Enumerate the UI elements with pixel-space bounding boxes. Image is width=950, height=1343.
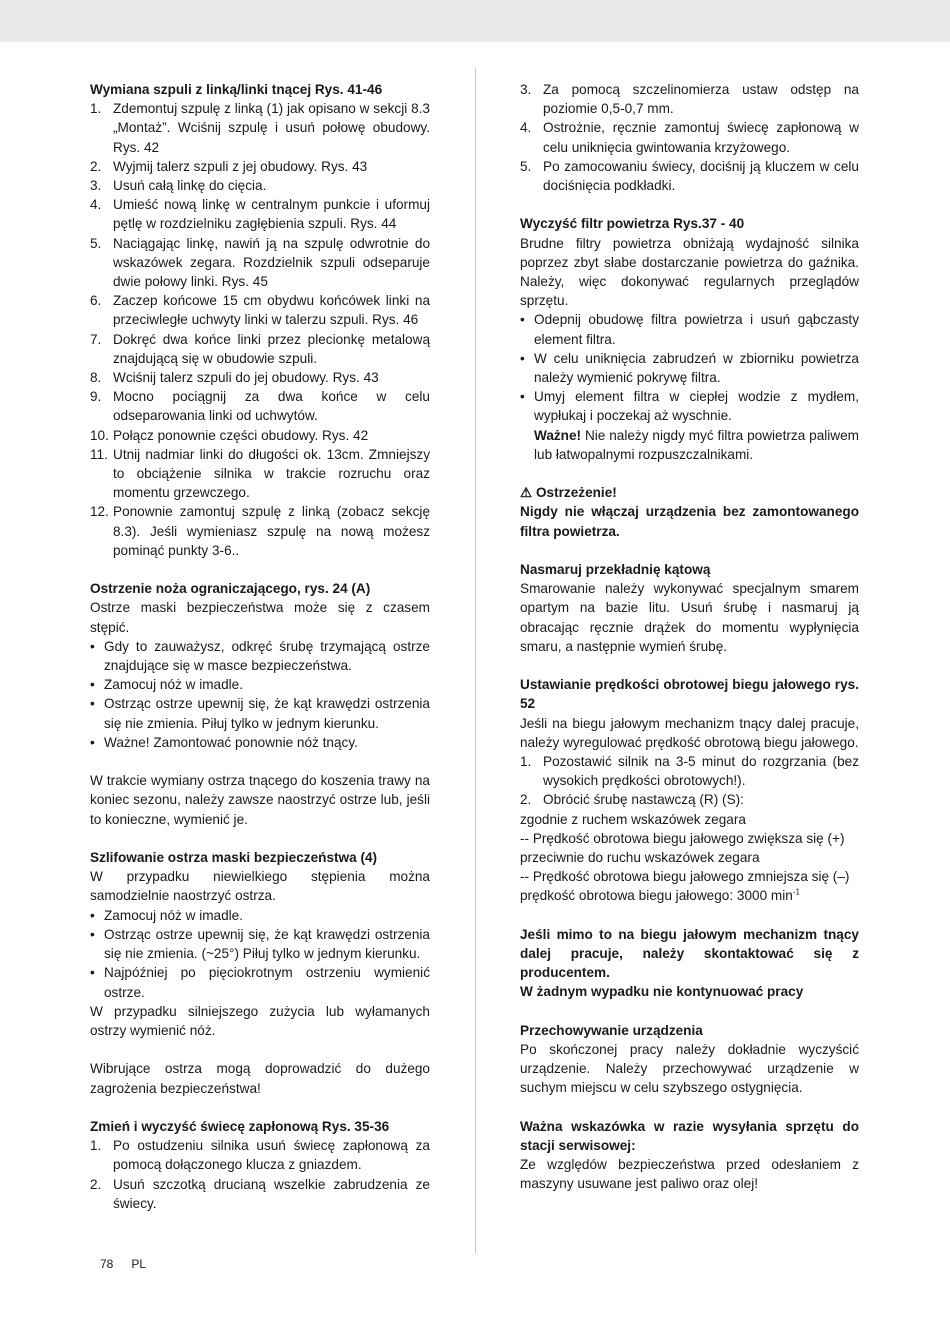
bold-notice: Jeśli mimo to na biegu jałowym mechanizm tnący dalej pracuje, należy skontaktować się z producentem. (520, 926, 859, 981)
paragraph: przeciwnie do ruchu wskazówek zegara (520, 850, 760, 866)
paragraph: prędkość obrotowa biegu jałowego: 3000 $\min^{-1}$ (520, 887, 800, 904)
paragraph: Jeśli na biegu jałowym mechanizm tnący dalej pracuje, należy wyregulować prędkość obrotową biegu jałowego. (520, 715, 859, 750)
paragraph: W przypadku silniejszego zużycia lub wyłamanych ostrzy wymienić nóż. (90, 1003, 430, 1038)
paragraph: Po skończonej pracy należy dokładnie wyczyścić urządzenie. Należy przechowywać urządzenie w suchym miejscu w celu szybszego ostygnięcia. (520, 1042, 859, 1096)
list-item: 10. Połącz ponownie części obudowy. Rys. 42 (90, 427, 369, 443)
list-item: 6. Zaczep końcowe 15 cm obydwu końcówek linki na przeciwległe uchwyty linki w talerzu szpuli. Rys. 46 (90, 293, 430, 328)
list-item: 2. Usuń szczotką drucianą wszelkie zabrudzenia ze świecy. (90, 1176, 430, 1211)
list-item: 1. Pozostawić silnik na 3-5 minut do rozgrzania (bez wysokich prędkości obrotowych!). (520, 754, 859, 789)
section-title-air-filter: Wyczyść filtr powietrza Rys.37 - 40 (520, 216, 745, 232)
page-footer (100, 1257, 164, 1271)
column-divider (475, 68, 476, 1253)
list-item: • Odepnij obudowę filtra powietrza i usuń gąbczasty element filtra. (520, 312, 859, 347)
warning-text: Nigdy nie włączaj urządzenia bez zamontowanego filtra powietrza. (520, 504, 859, 539)
language-code: PL (131, 1257, 147, 1271)
list-item: 2. Wyjmij talerz szpuli z jej obudowy. Rys. 43 (90, 158, 368, 174)
section-title-limiter: Ostrzenie noża ograniczającego, rys. 24 (A) (90, 581, 371, 597)
list-item: • Ostrząc ostrze upewnij się, że kąt krawędzi ostrzenia się nie zmienia. (~25°) Piłuj tylko w jednym kierunku. (90, 926, 430, 962)
spark-plug-steps-cont (520, 80, 859, 195)
paragraph: Brudne filtry powietrza obniżają wydajność silnika poprzez zbyt słabe dostarczanie powietrza do gaźnika. Należy, więc dokonywać regularnych przeglądów sprzętu. (520, 235, 859, 309)
left-column (90, 80, 430, 1213)
list-item: • Ważne! Zamontować ponownie nóż tnący. (90, 734, 358, 750)
idle-speed-steps (520, 752, 859, 810)
list-item: 2. Obrócić śrubę nastawczą (R) (S): (520, 792, 744, 808)
list-item: • Zamocuj nóż w imadle. (90, 677, 244, 693)
page-number: 78 (100, 1257, 114, 1271)
spark-plug-steps (90, 1136, 430, 1213)
paragraph: Ostrze maski bezpieczeństwa może się z czasem stępić. (90, 600, 430, 635)
bold-notice: W żadnym wypadku nie kontynuować pracy (520, 984, 804, 1000)
section-title-service: Ważna wskazówka w razie wysyłania sprzętu do stacji serwisowej: (520, 1118, 859, 1154)
list-item (520, 426, 859, 464)
list-item: 9. Mocno pociągnij za dwa końce w celu odseparowania linki od uchwytów. (90, 389, 430, 424)
superscript: -1 (792, 887, 800, 897)
list-item: 4. Umieść nową linkę w centralnym punkcie i uformuj pętlę w rozdzielniku zagłębienia szpuli. Rys. 44 (90, 197, 430, 232)
paragraph: -- Prędkość obrotowa biegu jałowego zmniejsza się (–) (520, 869, 850, 885)
section-title-grinding: Szlifowanie ostrza maski bezpieczeństwa (4) (90, 850, 378, 866)
paragraph: zgodnie z ruchem wskazówek zegara (520, 811, 746, 827)
list-item: 5. Po zamocowaniu świecy, dociśnij ją kluczem w celu dociśnięcia podkładki. (520, 158, 859, 194)
list-item: 11. Utnij nadmiar linki do długości ok. 13cm. Zmniejszy to obciążenie silnika w trakcie rozruchu oraz momentu grzewczego. (90, 446, 430, 501)
paragraph: W przypadku niewielkiego stępienia można samodzielnie naostrzyć ostrza. (90, 869, 430, 904)
list-item: 3. Za pomocą szczelinomierza ustaw odstęp na poziomie 0,5-0,7 mm. (520, 82, 859, 117)
paragraph: Ze względów bezpieczeństwa przed odesłaniem z maszyny usuwane jest paliwo oraz olej! (520, 1157, 859, 1192)
section-title-spark-plug: Zmień i wyczyść świecę zapłonową Rys. 35-36 (90, 1118, 390, 1134)
list-item: • Zamocuj nóż w imadle. (90, 907, 244, 923)
paragraph: Wibrujące ostrza mogą doprowadzić do dużego zagrożenia bezpieczeństwa! (90, 1061, 430, 1096)
important-label: Ważne! (534, 427, 582, 443)
grinding-bullets (90, 906, 430, 1002)
section-title-idle-speed: Ustawianie prędkości obrotowej biegu jałowego rys. 52 (520, 677, 859, 712)
list-item: 4. Ostrożnie, ręcznie zamontuj świecę zapłonową w celu uniknięcia gwintowania krzyżowego. (520, 120, 859, 155)
list-item: • Gdy to zauważysz, odkręć śrubę trzymającą ostrze znajdujące się w masce bezpieczeństwa. (90, 638, 430, 674)
section-title-storage: Przechowywanie urządzenia (520, 1022, 703, 1038)
spool-steps (90, 99, 430, 560)
air-filter-bullets (520, 310, 859, 464)
list-item: 1. Zdemontuj szpulę z linką (1) jak opisano w sekcji 8.3 „Montaż”. Wciśnij szpulę i usuń połowę obudowy. Rys. 42 (90, 101, 430, 155)
list-item: 8. Wciśnij talerz szpuli do jej obudowy. Rys. 43 (90, 370, 379, 386)
limiter-bullets (90, 637, 430, 752)
section-title-spool: Wymiana szpuli z linką/linki tnącej Rys. 41-46 (90, 82, 383, 97)
list-item: 1. Po ostudzeniu silnika usuń świecę zapłonową za pomocą dołączonego klucza z gniazdem. (90, 1138, 430, 1173)
paragraph: -- Prędkość obrotowa biegu jałowego zwiększa się (+) (520, 830, 845, 846)
important-note: Nie należy nigdy myć filtra powietrza paliwem lub łatwopalnymi rozpuszczalnikami. (534, 427, 859, 462)
list-item: • W celu uniknięcia zabrudzeń w zbiorniku powietrza należy wymienić pokrywę filtra. (520, 350, 859, 386)
list-item: • Umyj element filtra w ciepłej wodzie z mydłem, wypłukaj i poczekaj aż wyschnie. (520, 389, 859, 424)
list-item: 12. Ponownie zamontuj szpulę z linką (zobacz sekcję 8.3). Jeśli wymieniasz szpulę na nową możesz pominąć punkty 3-6.. (90, 504, 430, 558)
paragraph: W trakcie wymiany ostrza tnącego do koszenia trawy na koniec sezonu, należy zawsze naostrzyć ostrze lub, jeśli to konieczne, wymienić je. (90, 773, 430, 827)
right-column (520, 80, 859, 1194)
section-title-gear: Nasmaruj przekładnię kątową (520, 562, 711, 578)
top-bar (0, 0, 950, 42)
list-item: 5. Naciągając linkę, nawiń ją na szpulę odwrotnie do wskazówek zegara. Rozdzielnik szpuli odseparuje dwie połowy linki. Rys. 45 (90, 235, 430, 290)
list-item: 7. Dokręć dwa końce linki przez plecionkę metalową znajdującą się w obudowie szpuli. (90, 331, 430, 366)
list-item: • Najpóźniej po pięciokrotnym ostrzeniu wymienić ostrze. (90, 965, 430, 1000)
warning-title: ⚠ Ostrzeżenie! (520, 485, 617, 501)
paragraph: Smarowanie należy wykonywać specjalnym smarem opartym na bazie litu. Usuń śrubę i nasmaruj ją obracając ręcznie drążek do momentu wypłynięcia smaru, a następnie wymień śrubę. (520, 581, 859, 654)
list-item: • Ostrząc ostrze upewnij się, że kąt krawędzi ostrzenia się nie zmienia. Piłuj tylko w jednym kierunku. (90, 696, 430, 731)
list-item: 3. Usuń całą linkę do cięcia. (90, 178, 267, 194)
